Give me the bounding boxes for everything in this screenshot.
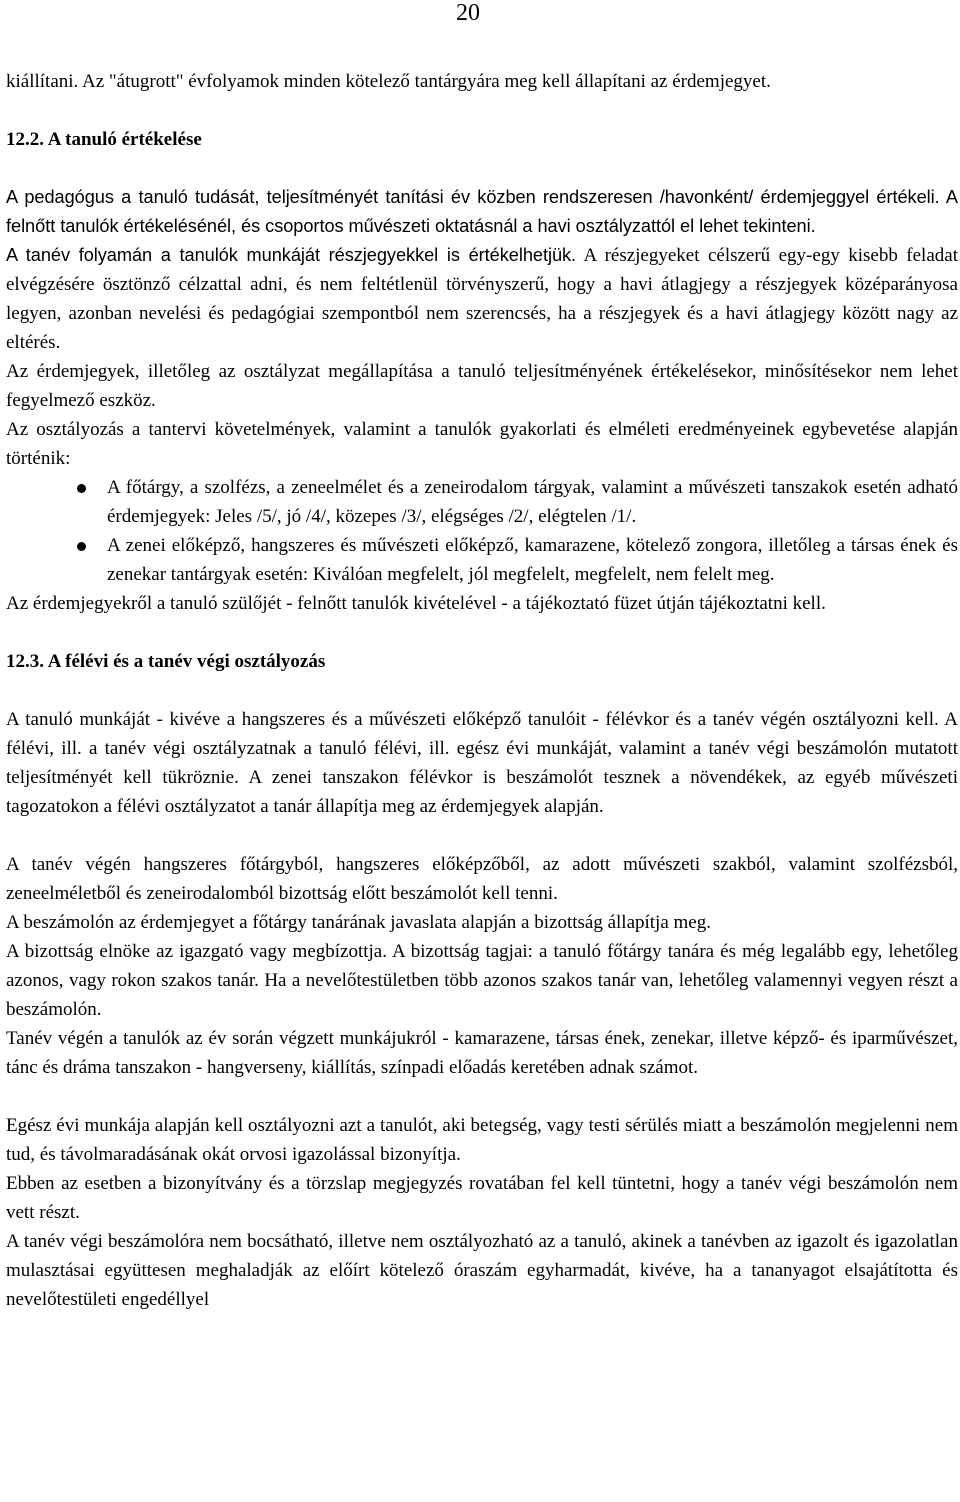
exam-grade-paragraph: A beszámolón az érdemjegyet a főtárgy tanárának javaslata alapján a bizottság állapítja meg. — [6, 912, 711, 933]
committee-paragraph: A bizottság elnöke az igazgató vagy megbízottja. A bizottság tagjai: a tanuló főtárgy tanára és még legalább egy, lehetőleg azonos, vagy rokon szakos tanár. Ha a nevelőtestületben több azonos szakos tanár van, lehetőleg valamennyi vegyen részt a beszámolón. — [6, 941, 958, 1020]
bullet-icon — [77, 484, 86, 493]
bullet-icon — [77, 542, 86, 551]
list-item — [6, 531, 958, 589]
year-end-exam-paragraph: A tanév végén hangszeres főtárgyból, hangszeres előképzőből, az adott művészeti szakból, valamint szolfézsból, zeneelméletből és zeneirodalomból bizottság előtt beszámolót kell tenni. — [6, 854, 958, 904]
grading-basis-paragraph: Az osztályozás a tantervi követelmények, valamint a tanulók gyakorlati és elméleti eredményeinek egybevetése alapján történik: — [6, 419, 958, 469]
intro-paragraph: kiállítani. Az "átugrott" évfolyamok minden kötelező tantárgyára meg kell állapítani az érdemjegyet. — [6, 71, 771, 92]
section-heading-12-3: 12.3. A félévi és a tanév végi osztályozás — [6, 651, 326, 672]
partial-grades-paragraph — [6, 241, 958, 357]
grades-not-disciplinary-paragraph: Az érdemjegyek, illetőleg az osztályzat megállapítása a tanuló teljesítményének értékelésekor, minősítésekor nem lehet fegyelmező eszköz. — [6, 361, 958, 411]
list-item — [6, 473, 958, 531]
parent-notification-paragraph: Az érdemjegyekről a tanuló szülőjét - felnőtt tanulók kivételével - a tájékoztató füzet útján tájékoztatni kell. — [6, 593, 826, 614]
semester-grading-paragraph: A tanuló munkáját - kivéve a hangszeres és a művészeti előképző tanulóit - félévkor és a tanév végén osztályozni kell. A félévi, ill. a tanév végi osztályzatnak a tanuló félévi, ill. egész évi munkáját, valamint a tanév végi beszámolón mutatott teljesítményét kell tükröznie. A zenei tanszakon félévkor is beszámolót tesznek a növendékek, az egyéb művészeti tagozatokon a félévi osztályzatot a tanár állapítja meg az érdemjegyek alapján. — [6, 709, 958, 817]
year-end-performance-paragraph: Tanév végén a tanulók az év során végzett munkájukról - kamarazene, társas ének, zenekar, illetve képző- és iparművészet, tánc és dráma tanszakon - hangverseny, kiállítás, színpadi előadás keretében adnak számot. — [6, 1028, 958, 1078]
section-heading-12-2: 12.2. A tanuló értékelése — [6, 129, 202, 150]
certificate-note-paragraph: Ebben az esetben a bizonyítvány és a törzslap megjegyzés rovatában fel kell tüntetni, hogy a tanév végi beszámolón nem vett részt. — [6, 1173, 958, 1223]
partial-grades-continuation: A részjegyeket célszerű egy-egy kisebb feladat elvégzésére ösztönző célzattal adni, és nem feltétlenül törvényszerű, hogy a havi átlagjegy a részjegyek középarányosa legyen, azonban nevelési és pedagógiai szempontból nem szerencsés, ha a részjegyek és a havi átlagjegy között nagy az eltérés. — [6, 245, 958, 353]
page-number: 20 — [456, 0, 480, 26]
evaluation-paragraph: A pedagógus a tanuló tudását, teljesítményét tanítási év közben rendszeresen /havonként/ érdemjeggyel értékeli. A felnőtt tanulók értékelésénél, és csoportos művészeti oktatásnál a havi osztályzattól el lehet tekinteni. — [6, 187, 958, 236]
illness-grading-paragraph: Egész évi munkája alapján kell osztályozni azt a tanulót, aki betegség, vagy testi sérülés miatt a beszámolón megjelenni nem tud, és távolmaradásának okát orvosi igazolással bizonyítja. — [6, 1115, 958, 1165]
document-body — [6, 67, 958, 1314]
absence-rule-paragraph: A tanév végi beszámolóra nem bocsátható, illetve nem osztályozható az a tanuló, akinek a tanévben az igazolt és igazolatlan mulasztásai együttesen meghaladják az előírt kötelező óraszám egyharmadát, kivéve, ha a tananyagot elsajátította és nevelőtestületi engedéllyel — [6, 1231, 958, 1310]
grading-scale-list — [6, 473, 958, 589]
list-item-text: A főtárgy, a szolfézs, a zeneelmélet és a zeneirodalom tárgyak, valamint a művészeti tanszakok esetén adható érdemjegyek: Jeles /5/, jó /4/, közepes /3/, elégséges /2/, elégtelen /1/. — [107, 477, 958, 527]
partial-grades-lead: A tanév folyamán a tanulók munkáját részjegyekkel is értékelhetjük. — [6, 245, 577, 265]
list-item-text: A zenei előképző, hangszeres és művészeti előképző, kamarazene, kötelező zongora, illetőleg a társas ének és zenekar tantárgyak esetén: Kiválóan megfelelt, jól megfelelt, megfelelt, nem felelt meg. — [107, 535, 958, 585]
